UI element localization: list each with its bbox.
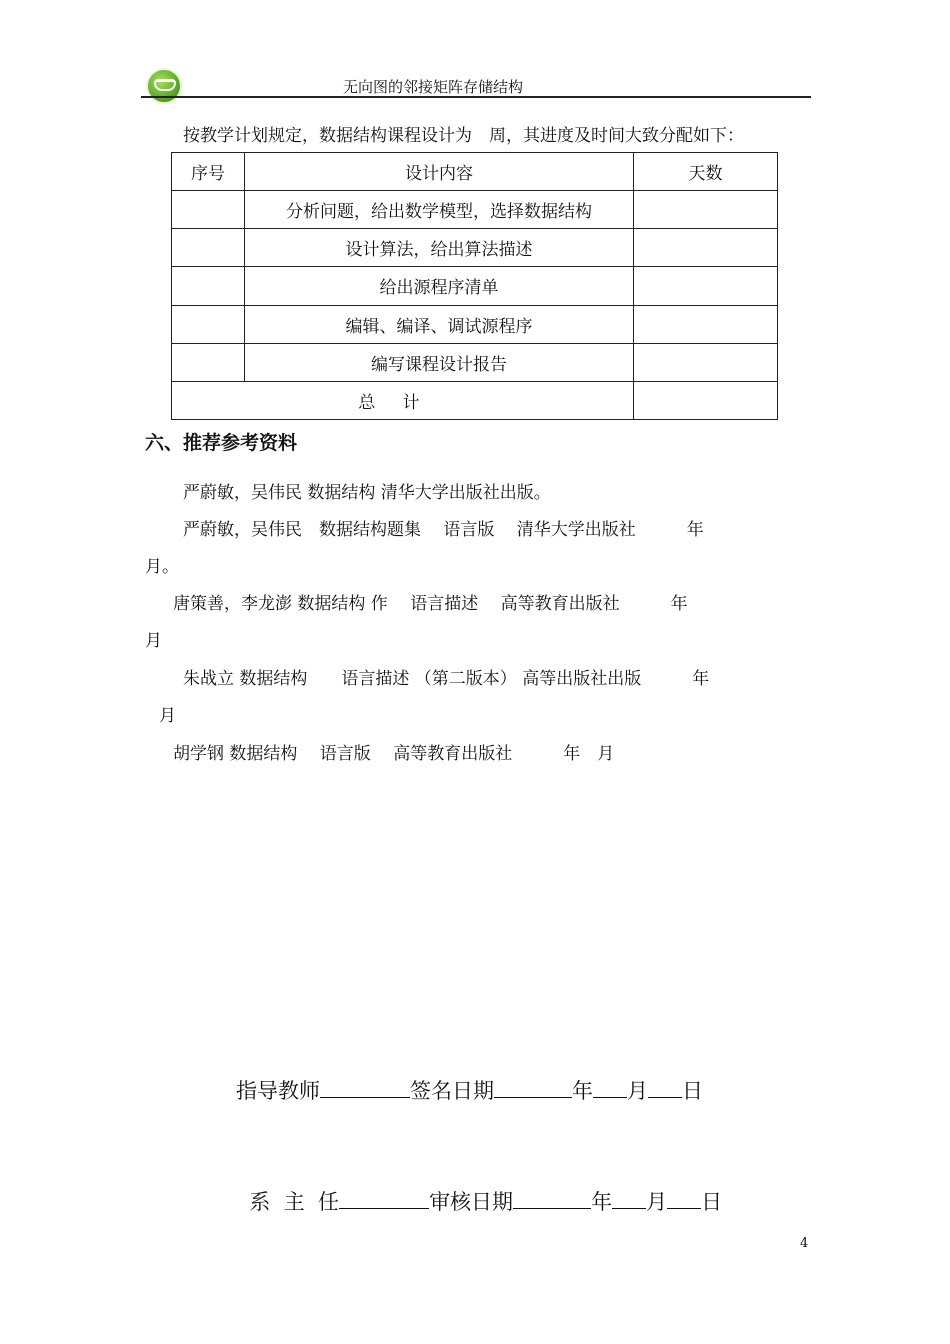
table-total-row bbox=[172, 381, 778, 419]
year-label: 年 bbox=[572, 1079, 593, 1103]
logo-icon bbox=[146, 68, 182, 104]
table-cell-content: 设计算法，给出算法描述 bbox=[245, 229, 634, 267]
dept-head-signature-row bbox=[236, 1162, 722, 1216]
page-number: 4 bbox=[800, 1236, 809, 1251]
reference-3: 唐策善，李龙澎 数据结构 作 语言描述 高等教育出版社 年 bbox=[173, 594, 688, 614]
dept-head-label: 系 主 任 bbox=[249, 1190, 340, 1214]
reference-2: 严蔚敏，吴伟民 数据结构题集 语言版 清华大学出版社 年 bbox=[183, 520, 704, 540]
table-cell-days bbox=[634, 267, 778, 305]
table-cell-content: 编写课程设计报告 bbox=[245, 343, 634, 381]
table-row bbox=[172, 191, 778, 229]
reference-4-continued: 月 bbox=[159, 706, 176, 726]
advisor-blank[interactable] bbox=[320, 1075, 410, 1098]
sign-date-year-blank[interactable] bbox=[494, 1075, 572, 1098]
header-title: 无向图的邻接矩阵存储结构 bbox=[343, 78, 524, 96]
table-row bbox=[172, 343, 778, 381]
table-cell-days bbox=[634, 343, 778, 381]
review-date-day-blank[interactable] bbox=[667, 1186, 701, 1209]
reference-2-continued: 月。 bbox=[145, 557, 179, 577]
day-label: 日 bbox=[701, 1190, 723, 1214]
table-cell-number bbox=[172, 267, 245, 305]
table-row bbox=[172, 267, 778, 305]
dept-head-blank[interactable] bbox=[339, 1186, 429, 1209]
table-cell-content: 给出源程序清单 bbox=[245, 267, 634, 305]
table-row bbox=[172, 229, 778, 267]
intro-text: 按教学计划规定，数据结构课程设计为 周，其进度及时间大致分配如下： bbox=[183, 126, 744, 146]
day-label: 日 bbox=[682, 1079, 703, 1103]
table-cell-content: 编辑、编译、调试源程序 bbox=[245, 305, 634, 343]
reference-1: 严蔚敏，吴伟民 数据结构 清华大学出版社出版。 bbox=[183, 483, 551, 503]
sign-date-month-blank[interactable] bbox=[593, 1075, 627, 1098]
table-header-cell: 天数 bbox=[634, 153, 778, 191]
schedule-table bbox=[171, 152, 778, 420]
table-cell-number bbox=[172, 229, 245, 267]
table-cell-number bbox=[172, 343, 245, 381]
table-header-row bbox=[172, 153, 778, 191]
table-total-days bbox=[634, 381, 778, 419]
advisor-signature-row bbox=[236, 1075, 703, 1105]
table-cell-days bbox=[634, 191, 778, 229]
table-cell-content: 分析问题，给出数学模型，选择数据结构 bbox=[245, 191, 634, 229]
reference-3-continued: 月 bbox=[145, 631, 162, 651]
sign-date-day-blank[interactable] bbox=[648, 1075, 682, 1098]
review-date-label: 审核日期 bbox=[429, 1190, 514, 1214]
reference-5: 胡学钢 数据结构 语言版 高等教育出版社 年 月 bbox=[173, 744, 615, 764]
table-cell-days bbox=[634, 229, 778, 267]
review-date-month-blank[interactable] bbox=[612, 1186, 646, 1209]
year-label: 年 bbox=[591, 1190, 613, 1214]
month-label: 月 bbox=[627, 1079, 648, 1103]
header-rule bbox=[141, 96, 811, 98]
table-row bbox=[172, 305, 778, 343]
table-cell-number bbox=[172, 305, 245, 343]
table-total-label: 总计 bbox=[172, 381, 634, 419]
table-cell-number bbox=[172, 191, 245, 229]
table-header-cell: 序号 bbox=[172, 153, 245, 191]
table-header-cell: 设计内容 bbox=[245, 153, 634, 191]
month-label: 月 bbox=[646, 1190, 668, 1214]
sign-date-label: 签名日期 bbox=[410, 1079, 494, 1103]
reference-4: 朱战立 数据结构 语言描述 （第二版本） 高等出版社出版 年 bbox=[183, 669, 710, 689]
review-date-year-blank[interactable] bbox=[513, 1186, 591, 1209]
table-cell-days bbox=[634, 305, 778, 343]
advisor-label: 指导教师 bbox=[236, 1079, 320, 1103]
section-heading: 六、推荐参考资料 bbox=[145, 432, 298, 454]
